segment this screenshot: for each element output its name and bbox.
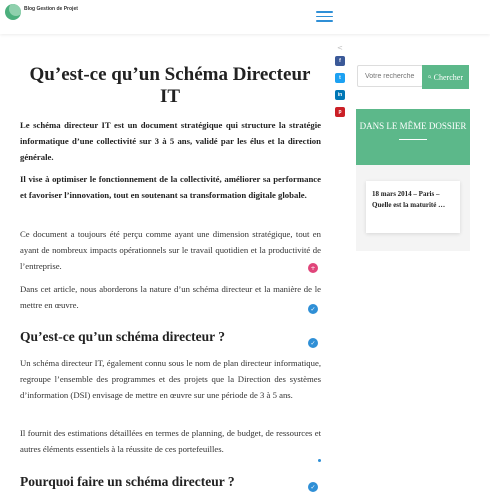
intro-paragraph-2: Il vise à optimiser le fonctionnement de la collectivité, améliorer sa performance et favoriser l’innovation, tout en soutenant sa transformation digitale globale. [20,174,321,200]
search-input[interactable] [357,65,423,87]
section-heading-1: Qu’est-ce qu’un schéma directeur ? [20,329,225,344]
widget-article-card[interactable]: 18 mars 2014 – Paris – Quelle est la maturité … [366,181,460,233]
check-icon[interactable]: ✓ [308,338,318,348]
search-button-label: Chercher [433,72,463,82]
intro-paragraph-1: Le schéma directeur IT est un document stratégique qui structure la stratégie informatique d’une collectivité sur 3 à 5 ans, validé par les élus et la direction générale. [20,120,321,162]
check-icon[interactable]: ✓ [308,304,318,314]
paragraph-4: Il fournit des estimations détaillées en termes de planning, de budget, de ressources et autres éléments essentiels à la réussite de ces portefeuilles. [20,428,321,454]
paragraph-3: Un schéma directeur IT, également connu sous le nom de plan directeur informatique, regroupe l’ensemble des programmes et des projets que la Direction des systèmes d’information (DSI) envisage de mettre en œuvre sur une période de 3 à 5 ans. [20,358,321,400]
logo-text: Blog Gestion de Projet [24,6,78,12]
widget-title: DANS LE MÊME DOSSIER [359,121,467,131]
article-title: Qu’est-ce qu’un Schéma Directeur IT [29,64,311,107]
highlight-icon[interactable]: + [308,263,318,273]
pinterest-icon[interactable]: p [335,107,345,117]
share-icon: < [337,44,343,52]
widget-divider [399,139,427,140]
search-icon [428,73,432,81]
linkedin-icon[interactable]: in [335,90,345,100]
site-header [0,0,490,34]
site-logo[interactable] [5,4,78,20]
facebook-icon[interactable]: f [335,56,345,66]
logo-icon [5,4,21,20]
hamburger-icon[interactable] [316,11,333,23]
widget-header [356,109,470,165]
search-button[interactable] [422,65,469,89]
twitter-icon[interactable]: t [335,73,345,83]
dot-indicator [318,459,321,462]
check-icon[interactable]: ✓ [308,482,318,492]
paragraph-2: Dans cet article, nous aborderons la nature d’un schéma directeur et la manière de le mettre en œuvre. [20,284,321,310]
paragraph-1: Ce document a toujours été perçu comme ayant une dimension stratégique, tout en ayant de nombreux impacts opérationnels sur le travail quotidien et la productivité de l’entreprise. [20,229,321,271]
section-heading-2: Pourquoi faire un schéma directeur ? [20,474,235,489]
